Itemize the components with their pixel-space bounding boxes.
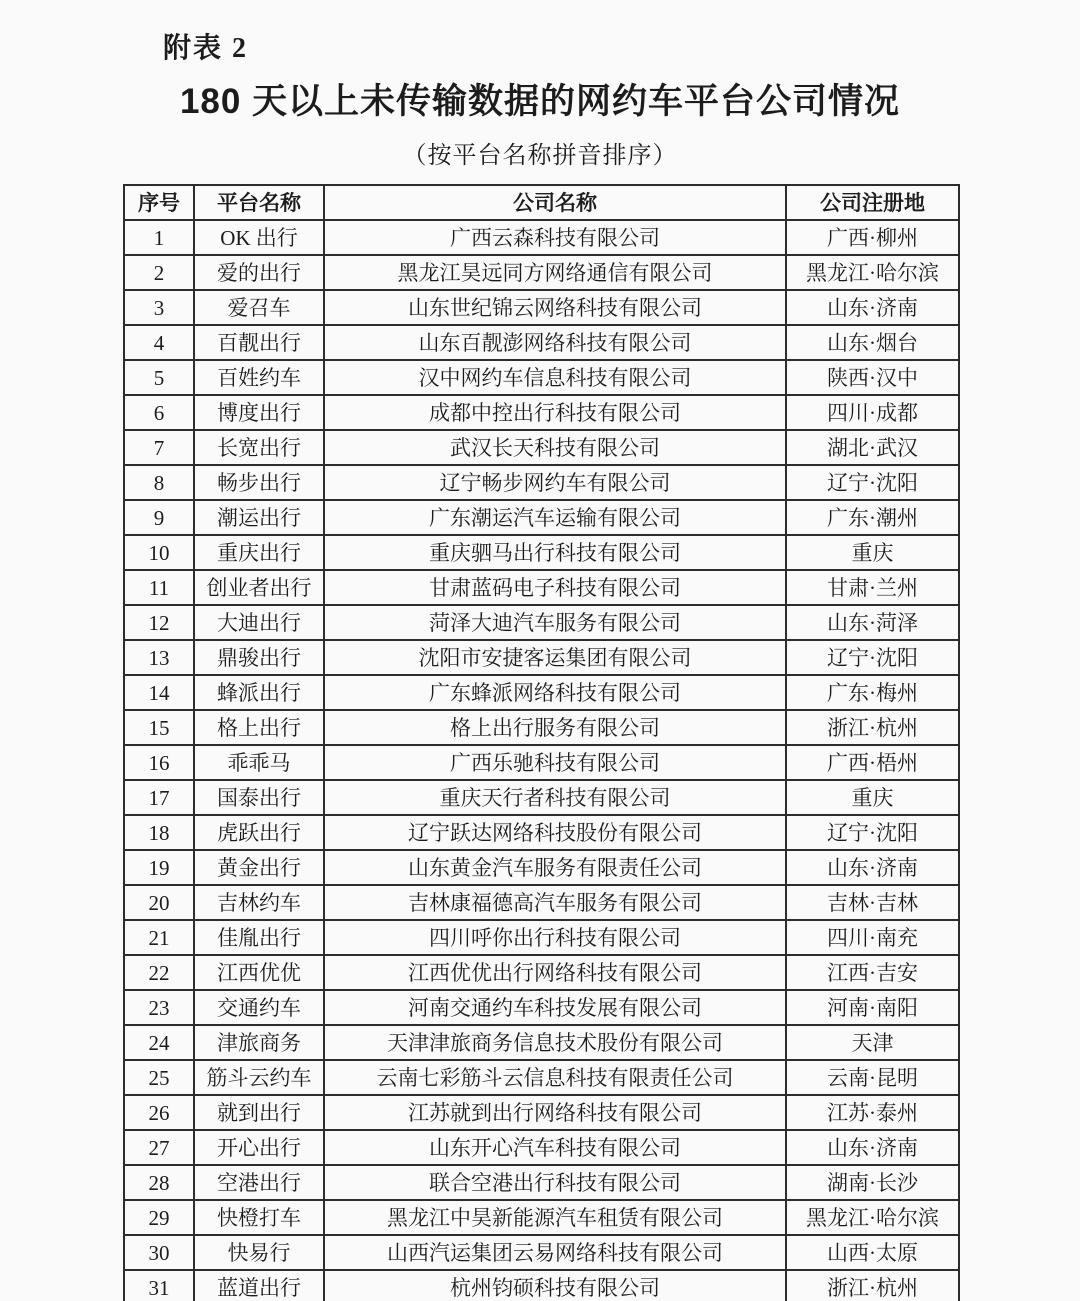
platform-name-cell: 虎跃出行: [194, 815, 324, 850]
company-name-cell: 武汉长天科技有限公司: [324, 430, 786, 465]
row-number-cell: 14: [124, 675, 194, 710]
registration-location-cell: 广东·梅州: [786, 675, 959, 710]
company-name-cell: 山东百靓澎网络科技有限公司: [324, 325, 786, 360]
table-row: [124, 780, 959, 815]
registration-location-cell: 吉林·吉林: [786, 885, 959, 920]
row-number-cell: 21: [124, 920, 194, 955]
platform-name-cell: 博度出行: [194, 395, 324, 430]
company-name-cell: 山东黄金汽车服务有限责任公司: [324, 850, 786, 885]
platform-table-body: [124, 220, 959, 1301]
registration-location-cell: 江西·吉安: [786, 955, 959, 990]
company-name-cell: 广西云森科技有限公司: [324, 220, 786, 255]
registration-location-cell: 甘肃·兰州: [786, 570, 959, 605]
company-name-cell: 天津津旅商务信息技术股份有限公司: [324, 1025, 786, 1060]
registration-location-cell: 山东·烟台: [786, 325, 959, 360]
registration-location-cell: 四川·成都: [786, 395, 959, 430]
company-name-cell: 广西乐驰科技有限公司: [324, 745, 786, 780]
company-name-cell: 沈阳市安捷客运集团有限公司: [324, 640, 786, 675]
company-name-cell: 广东蜂派网络科技有限公司: [324, 675, 786, 710]
company-name-cell: 山西汽运集团云易网络科技有限公司: [324, 1235, 786, 1270]
table-header-row: [124, 185, 959, 220]
registration-location-cell: 辽宁·沈阳: [786, 640, 959, 675]
table-row: [124, 1200, 959, 1235]
company-name-cell: 云南七彩筋斗云信息科技有限责任公司: [324, 1060, 786, 1095]
appendix-label: 附表 2: [163, 33, 249, 64]
table-row: [124, 430, 959, 465]
table-row: [124, 1060, 959, 1095]
row-number-cell: 13: [124, 640, 194, 675]
platform-name-cell: 筋斗云约车: [194, 1060, 324, 1095]
row-number-cell: 12: [124, 605, 194, 640]
platform-name-cell: 乖乖马: [194, 745, 324, 780]
registration-location-cell: 陕西·汉中: [786, 360, 959, 395]
row-number-cell: 22: [124, 955, 194, 990]
platform-name-cell: OK 出行: [194, 220, 324, 255]
platform-name-cell: 爱召车: [194, 290, 324, 325]
registration-location-cell: 重庆: [786, 535, 959, 570]
row-number-cell: 25: [124, 1060, 194, 1095]
column-header-number: 序号: [124, 185, 194, 220]
platform-name-cell: 重庆出行: [194, 535, 324, 570]
table-row: [124, 920, 959, 955]
row-number-cell: 7: [124, 430, 194, 465]
registration-location-cell: 浙江·杭州: [786, 1270, 959, 1301]
company-name-cell: 辽宁跃达网络科技股份有限公司: [324, 815, 786, 850]
registration-location-cell: 黑龙江·哈尔滨: [786, 255, 959, 290]
registration-location-cell: 湖南·长沙: [786, 1165, 959, 1200]
row-number-cell: 18: [124, 815, 194, 850]
registration-location-cell: 辽宁·沈阳: [786, 465, 959, 500]
table-row: [124, 255, 959, 290]
platform-name-cell: 交通约车: [194, 990, 324, 1025]
registration-location-cell: 重庆: [786, 780, 959, 815]
table-row: [124, 745, 959, 780]
row-number-cell: 23: [124, 990, 194, 1025]
company-name-cell: 河南交通约车科技发展有限公司: [324, 990, 786, 1025]
registration-location-cell: 黑龙江·哈尔滨: [786, 1200, 959, 1235]
table-row: [124, 710, 959, 745]
platform-name-cell: 国泰出行: [194, 780, 324, 815]
table-row: [124, 395, 959, 430]
row-number-cell: 4: [124, 325, 194, 360]
company-name-cell: 黑龙江昊远同方网络通信有限公司: [324, 255, 786, 290]
registration-location-cell: 河南·南阳: [786, 990, 959, 1025]
table-row: [124, 1025, 959, 1060]
table-row: [124, 1130, 959, 1165]
platform-name-cell: 快易行: [194, 1235, 324, 1270]
row-number-cell: 28: [124, 1165, 194, 1200]
table-header: [124, 185, 959, 220]
row-number-cell: 30: [124, 1235, 194, 1270]
registration-location-cell: 辽宁·沈阳: [786, 815, 959, 850]
registration-location-cell: 山东·济南: [786, 290, 959, 325]
platform-name-cell: 快橙打车: [194, 1200, 324, 1235]
company-name-cell: 四川呼你出行科技有限公司: [324, 920, 786, 955]
company-name-cell: 广东潮运汽车运输有限公司: [324, 500, 786, 535]
column-header-company-name: 公司名称: [324, 185, 786, 220]
row-number-cell: 16: [124, 745, 194, 780]
page-subtitle: （按平台名称拼音排序）: [402, 143, 678, 169]
company-name-cell: 汉中网约车信息科技有限公司: [324, 360, 786, 395]
registration-location-cell: 四川·南充: [786, 920, 959, 955]
table-row: [124, 885, 959, 920]
row-number-cell: 17: [124, 780, 194, 815]
row-number-cell: 27: [124, 1130, 194, 1165]
company-name-cell: 吉林康福德高汽车服务有限公司: [324, 885, 786, 920]
company-name-cell: 江苏就到出行网络科技有限公司: [324, 1095, 786, 1130]
platform-name-cell: 潮运出行: [194, 500, 324, 535]
platform-name-cell: 佳胤出行: [194, 920, 324, 955]
registration-location-cell: 山东·菏泽: [786, 605, 959, 640]
row-number-cell: 19: [124, 850, 194, 885]
row-number-cell: 1: [124, 220, 194, 255]
row-number-cell: 15: [124, 710, 194, 745]
table-row: [124, 535, 959, 570]
table-row: [124, 815, 959, 850]
table-row: [124, 955, 959, 990]
company-name-cell: 重庆天行者科技有限公司: [324, 780, 786, 815]
platform-name-cell: 大迪出行: [194, 605, 324, 640]
row-number-cell: 5: [124, 360, 194, 395]
registration-location-cell: 浙江·杭州: [786, 710, 959, 745]
row-number-cell: 8: [124, 465, 194, 500]
table-row: [124, 465, 959, 500]
row-number-cell: 29: [124, 1200, 194, 1235]
company-name-cell: 山东开心汽车科技有限公司: [324, 1130, 786, 1165]
table-row: [124, 675, 959, 710]
registration-location-cell: 广西·柳州: [786, 220, 959, 255]
row-number-cell: 31: [124, 1270, 194, 1301]
registration-location-cell: 江苏·泰州: [786, 1095, 959, 1130]
table-row: [124, 850, 959, 885]
row-number-cell: 20: [124, 885, 194, 920]
platform-name-cell: 空港出行: [194, 1165, 324, 1200]
company-name-cell: 成都中控出行科技有限公司: [324, 395, 786, 430]
column-header-platform-name: 平台名称: [194, 185, 324, 220]
platform-name-cell: 长宽出行: [194, 430, 324, 465]
table-row: [124, 1095, 959, 1130]
platform-name-cell: 百姓约车: [194, 360, 324, 395]
registration-location-cell: 湖北·武汉: [786, 430, 959, 465]
table-row: [124, 1165, 959, 1200]
company-name-cell: 杭州钧硕科技有限公司: [324, 1270, 786, 1301]
company-name-cell: 菏泽大迪汽车服务有限公司: [324, 605, 786, 640]
platform-name-cell: 格上出行: [194, 710, 324, 745]
table-row: [124, 990, 959, 1025]
registration-location-cell: 山东·济南: [786, 850, 959, 885]
row-number-cell: 26: [124, 1095, 194, 1130]
platform-name-cell: 开心出行: [194, 1130, 324, 1165]
table-row: [124, 605, 959, 640]
row-number-cell: 10: [124, 535, 194, 570]
table-row: [124, 1270, 959, 1301]
table-row: [124, 220, 959, 255]
platform-name-cell: 黄金出行: [194, 850, 324, 885]
platform-name-cell: 畅步出行: [194, 465, 324, 500]
platform-name-cell: 创业者出行: [194, 570, 324, 605]
row-number-cell: 6: [124, 395, 194, 430]
registration-location-cell: 广西·梧州: [786, 745, 959, 780]
company-name-cell: 联合空港出行科技有限公司: [324, 1165, 786, 1200]
registration-location-cell: 山西·太原: [786, 1235, 959, 1270]
platform-table: [123, 184, 960, 1301]
table-row: [124, 325, 959, 360]
registration-location-cell: 天津: [786, 1025, 959, 1060]
table-row: [124, 570, 959, 605]
platform-name-cell: 就到出行: [194, 1095, 324, 1130]
platform-name-cell: 吉林约车: [194, 885, 324, 920]
row-number-cell: 9: [124, 500, 194, 535]
platform-name-cell: 鼎骏出行: [194, 640, 324, 675]
platform-name-cell: 蜂派出行: [194, 675, 324, 710]
company-name-cell: 甘肃蓝码电子科技有限公司: [324, 570, 786, 605]
table-row: [124, 1235, 959, 1270]
registration-location-cell: 云南·昆明: [786, 1060, 959, 1095]
page-title: 180 天以上未传输数据的网约车平台公司情况: [179, 82, 901, 121]
platform-name-cell: 津旅商务: [194, 1025, 324, 1060]
platform-name-cell: 爱的出行: [194, 255, 324, 290]
column-header-registration-location: 公司注册地: [786, 185, 959, 220]
table-row: [124, 360, 959, 395]
row-number-cell: 3: [124, 290, 194, 325]
company-name-cell: 江西优优出行网络科技有限公司: [324, 955, 786, 990]
table-row: [124, 640, 959, 675]
company-name-cell: 黑龙江中昊新能源汽车租赁有限公司: [324, 1200, 786, 1235]
row-number-cell: 11: [124, 570, 194, 605]
registration-location-cell: 山东·济南: [786, 1130, 959, 1165]
table-row: [124, 500, 959, 535]
company-name-cell: 重庆驷马出行科技有限公司: [324, 535, 786, 570]
platform-name-cell: 百靓出行: [194, 325, 324, 360]
row-number-cell: 24: [124, 1025, 194, 1060]
company-name-cell: 山东世纪锦云网络科技有限公司: [324, 290, 786, 325]
company-name-cell: 格上出行服务有限公司: [324, 710, 786, 745]
table-row: [124, 290, 959, 325]
registration-location-cell: 广东·潮州: [786, 500, 959, 535]
platform-name-cell: 江西优优: [194, 955, 324, 990]
company-name-cell: 辽宁畅步网约车有限公司: [324, 465, 786, 500]
row-number-cell: 2: [124, 255, 194, 290]
platform-name-cell: 蓝道出行: [194, 1270, 324, 1301]
